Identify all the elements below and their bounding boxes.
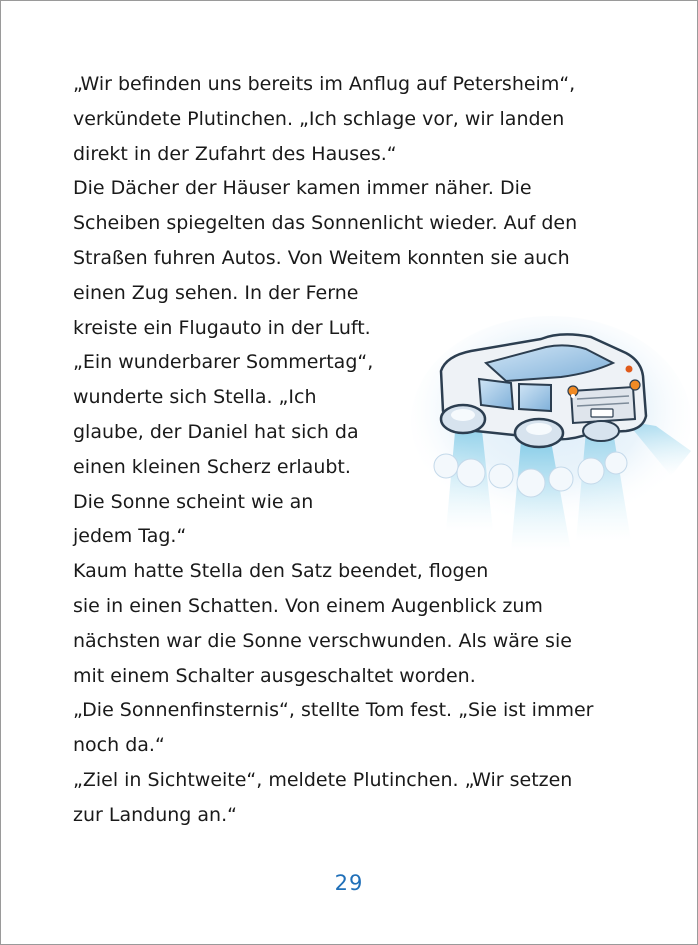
story-line: noch da.“ xyxy=(73,734,165,757)
story-line: Straßen fuhren Autos. Von Weitem konnten sie auch xyxy=(73,246,570,269)
flying-car-icon xyxy=(401,301,696,561)
story-line: „Wir befinden uns bereits im Anflug auf Petersheim“, xyxy=(73,73,576,95)
story-line: direkt in der Zufahrt des Hauses.“ xyxy=(73,142,397,165)
page-number: 29 xyxy=(334,871,364,895)
story-line: einen kleinen Scherz erlaubt. xyxy=(73,455,351,478)
story-line: glaube, der Daniel hat sich da xyxy=(73,420,359,443)
story-line: Die Sonne scheint wie an xyxy=(73,490,314,513)
story-line: zur Landung an.“ xyxy=(73,803,237,826)
story-line: „Die Sonnenfinsternis“, stellte Tom fest. „Sie ist immer xyxy=(73,699,594,722)
story-line: „Ein wunderbarer Sommertag“, xyxy=(73,351,374,374)
story-line: mit einem Schalter ausgeschaltet worden. xyxy=(73,664,476,687)
story-line: verkündete Plutinchen. „Ich schlage vor, wir landen xyxy=(73,107,565,130)
story-line: sie in einen Schatten. Von einem Augenblick zum xyxy=(73,594,543,617)
story-line: wunderte sich Stella. „Ich xyxy=(73,386,317,409)
story-line: Die Dächer der Häuser kamen immer näher. Die xyxy=(73,177,532,200)
story-line: jedem Tag.“ xyxy=(73,525,187,548)
story-line: einen Zug sehen. In der Ferne xyxy=(73,281,359,304)
story-line: „Ziel in Sichtweite“, meldete Plutinchen. „Wir setzen xyxy=(73,768,573,791)
story-line: Scheiben spiegelten das Sonnenlicht wieder. Auf den xyxy=(73,212,578,235)
story-line: nächsten war die Sonne verschwunden. Als wäre sie xyxy=(73,629,572,652)
story-line: kreiste ein Flugauto in der Luft. xyxy=(73,316,371,339)
story-line: Kaum hatte Stella den Satz beendet, flogen xyxy=(73,560,489,583)
